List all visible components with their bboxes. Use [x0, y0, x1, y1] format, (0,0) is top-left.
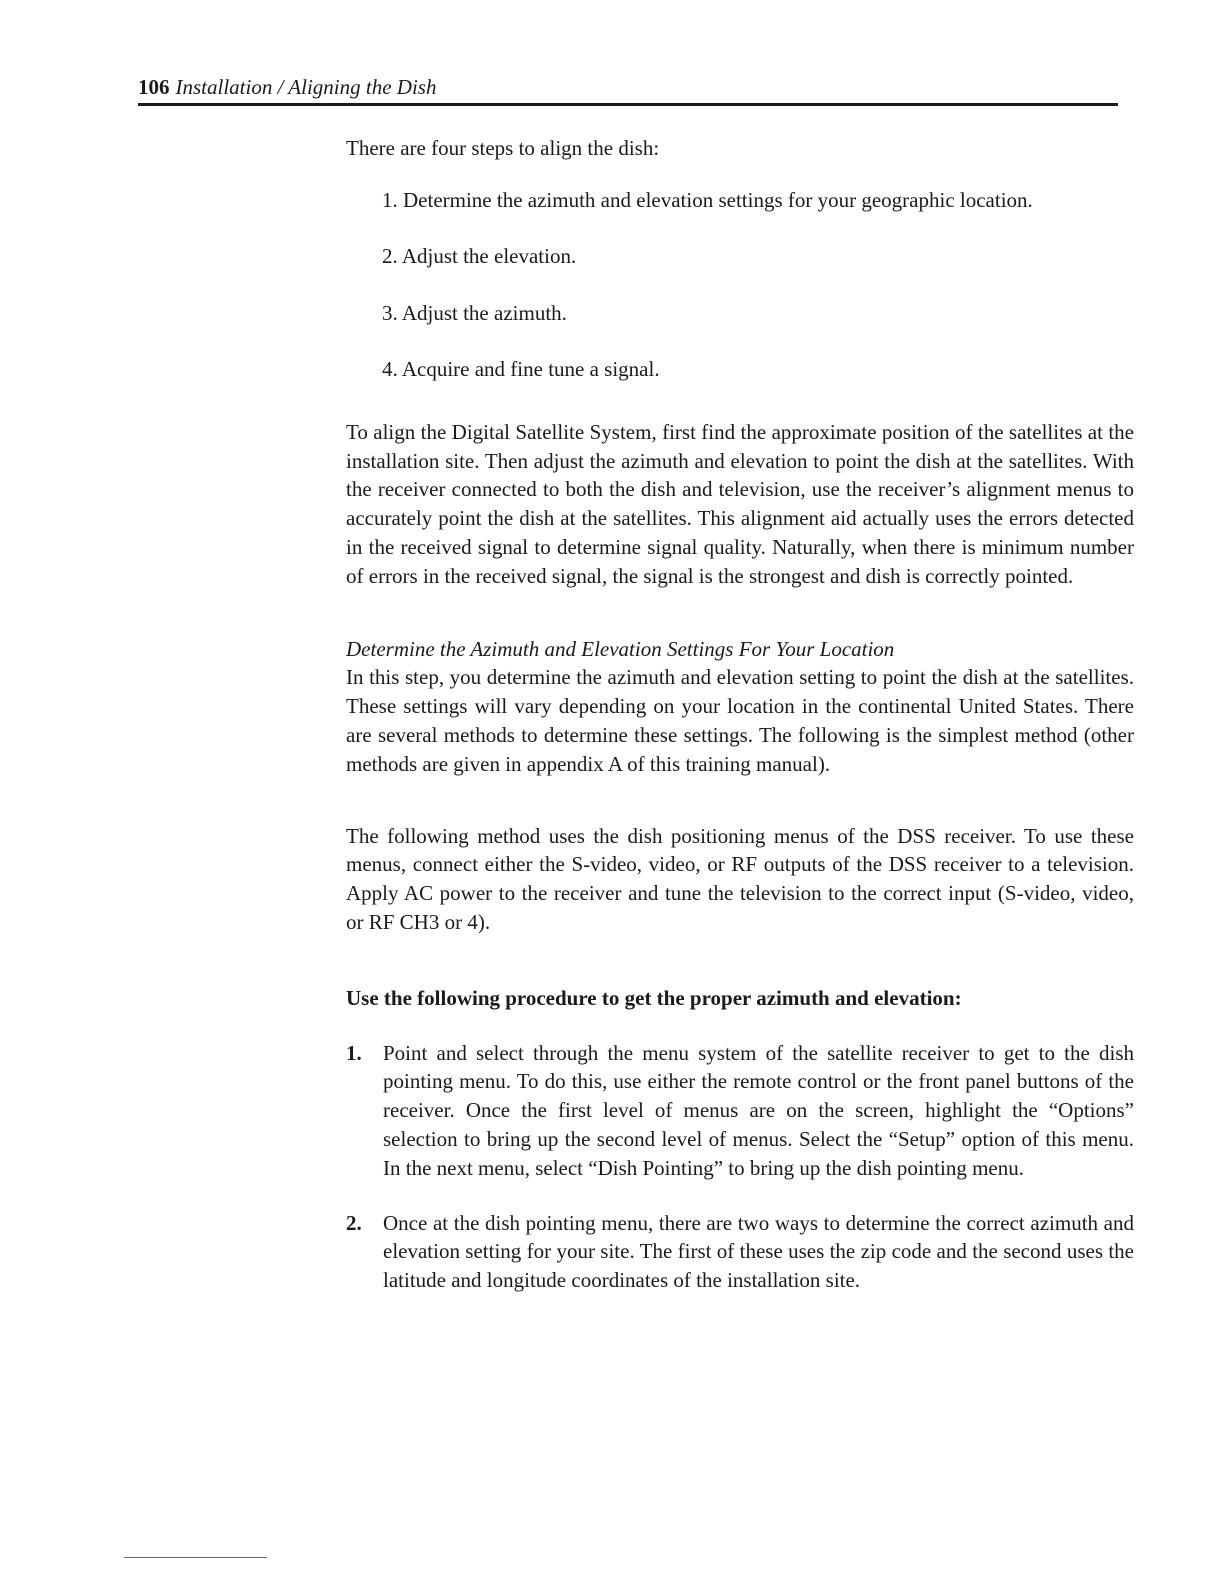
procedure-number: 1.	[346, 1040, 362, 1065]
procedure-list	[346, 1039, 1134, 1295]
intro-text: There are four steps to align the dish:	[346, 136, 660, 160]
section-title: Installation / Aligning the Dish	[175, 75, 437, 99]
page-header	[138, 74, 1118, 100]
page-body	[346, 134, 1134, 1321]
footer-rule	[124, 1557, 267, 1558]
step-item: 1. Determine the azimuth and elevation settings for your geographic location.	[382, 187, 1033, 212]
procedure-item	[346, 1039, 1134, 1183]
page-number: 106	[138, 75, 170, 99]
procedure-number: 2.	[346, 1210, 362, 1235]
paragraph-method: The following method uses the dish positioning menus of the DSS receiver. To use these menus, connect either the S-video, video, or RF outputs of the DSS receiver to a television. Apply AC power to the receiver and tune the television to the correct input (S-video, video, or RF CH3 or 4).	[346, 823, 1134, 934]
step-item: 2. Adjust the elevation.	[382, 244, 577, 269]
step-item: 3. Adjust the azimuth.	[382, 300, 567, 325]
procedure-text: Point and select through the menu system of the satellite receiver to get to the dish pointing menu. To do this, use either the remote control or the front panel buttons of the receiver. Once the first level of menus are on the screen, highlight the “Options” selection to bring up the second level of menus. Select the “Setup” option of this menu. In the next menu, select “Dish Pointing” to bring up the dish pointing menu.	[383, 1040, 1134, 1180]
subheading: Determine the Azimuth and Elevation Settings For Your Location	[346, 636, 895, 661]
steps-list	[382, 186, 1134, 384]
procedure-text: Once at the dish pointing menu, there are two ways to determine the correct azimuth and elevation setting for your site. The first of these uses the zip code and the second uses the latitude and longitude coordinates of the installation site.	[383, 1210, 1134, 1293]
paragraph-step: In this step, you determine the azimuth and elevation setting to point the dish at the satellites. These settings will vary depending on your location in the continental United States. There are several methods to determine these settings. The following is the simplest method (other methods are given in appendix A of this training manual).	[346, 665, 1134, 776]
paragraph-align: To align the Digital Satellite System, first find the approximate position of the satellites at the installation site. Then adjust the azimuth and elevation to point the dish at the satellites. With the receiver connected to both the dish and television, use the receiver’s alignment menus to accurately point the dish at the satellites. This alignment aid actually uses the errors detected in the received signal to determine signal quality. Naturally, when there is minimum number of errors in the received signal, the signal is the strongest and dish is correctly pointed.	[346, 419, 1134, 588]
procedure-item	[346, 1209, 1134, 1295]
step-item: 4. Acquire and fine tune a signal.	[382, 356, 660, 381]
procedure-heading: Use the following procedure to get the proper azimuth and elevation:	[346, 985, 962, 1010]
header-rule	[138, 103, 1118, 106]
